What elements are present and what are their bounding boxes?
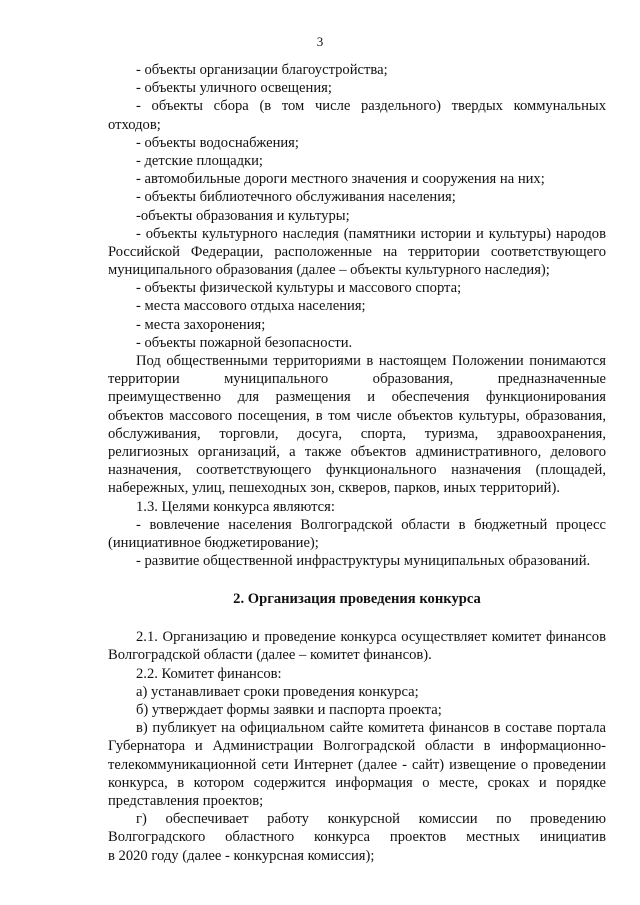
text-line: отходов;	[108, 116, 161, 133]
text-line: (инициативное бюджетирование);	[108, 534, 319, 551]
text-line: б) утверждает формы заявки и паспорта проекта;	[136, 702, 442, 718]
text-line: Под общественными территориями в настоящем Положении понимаются	[136, 353, 606, 369]
text-line: 1.3. Целями конкурса являются:	[136, 498, 335, 515]
text-line: 2.2. Комитет финансов:	[136, 665, 282, 682]
text-line: - объекты уличного освещения;	[136, 80, 332, 97]
text-line: - вовлечение населения Волгоградской области в бюджетный процесс	[136, 516, 606, 533]
text-line: Губернатора и Администрации Волгоградской области в информационно-	[108, 738, 606, 755]
text-line: муниципального образования (далее – объекты культурного наследия);	[108, 262, 550, 279]
text-line: - места массового отдыха населения;	[136, 298, 366, 315]
text-line: - объекты сбора (в том числе раздельного) твердых коммунальных	[136, 98, 606, 115]
text-line: - объекты организации благоустройства;	[136, 62, 388, 78]
document-body	[108, 61, 606, 865]
text-line: -объекты образования и культуры;	[136, 207, 350, 224]
text-line: - детские площадки;	[136, 152, 263, 169]
text-line: а) устанавливает сроки проведения конкурса;	[136, 683, 419, 700]
text-line: - места захоронения;	[136, 316, 266, 333]
text-line: - объекты водоснабжения;	[136, 134, 299, 151]
text-line: - автомобильные дороги местного значения и сооружения на них;	[136, 171, 545, 188]
text-line: - развитие общественной инфраструктуры муниципальных образований.	[136, 553, 591, 570]
text-line: набережных, улиц, пешеходных зон, скверов, парков, иных территорий).	[108, 480, 560, 497]
section-heading: 2. Организация проведения конкурса	[233, 591, 481, 608]
text-line: г) обеспечивает работу конкурсной комиссии по проведению	[136, 811, 606, 828]
text-line: Волгоградской области (далее – комитет финансов).	[108, 647, 432, 664]
text-line: преимущественно для размещения и обеспечения функционирования	[108, 389, 606, 406]
paragraph-gap	[108, 610, 606, 628]
text-line: религиозных организаций, а также объектов административного, делового	[108, 443, 606, 460]
text-line: назначения, соответствующего функционального назначения (площадей,	[108, 462, 606, 479]
page-number: 3	[316, 34, 324, 49]
text-line: - объекты культурного наследия (памятники истории и культуры) народов	[136, 225, 606, 242]
paragraph-gap	[108, 570, 606, 588]
text-line: обслуживания, торговли, досуга, спорта, туризма, здравоохранения,	[108, 425, 606, 442]
text-line: - объекты пожарной безопасности.	[136, 334, 353, 351]
text-line: территории муниципального образования, предназначенные	[108, 371, 606, 388]
text-line: в 2020 году (далее - конкурсная комиссия);	[108, 847, 375, 864]
text-line: представления проектов;	[108, 792, 264, 809]
text-line: Российской Федерации, расположенные на территории соответствующего	[108, 243, 606, 260]
text-line: Волгоградского областного конкурса проектов местных инициатив	[108, 829, 606, 846]
text-line: в) публикует на официальном сайте комитета финансов в составе портала	[136, 720, 606, 737]
text-line: 2.1. Организацию и проведение конкурса осуществляет комитет финансов	[136, 629, 606, 646]
text-line: конкурса, в котором содержится информация о месте, сроках и порядке	[108, 774, 606, 791]
text-line: - объекты библиотечного обслуживания населения;	[136, 189, 456, 206]
text-line: - объекты физической культуры и массового спорта;	[136, 280, 462, 297]
text-line: телекоммуникационной сети Интернет (далее - сайт) извещение о проведении	[108, 756, 606, 773]
text-line: объектов массового посещения, в том числе объектов культуры, образования,	[108, 407, 606, 424]
